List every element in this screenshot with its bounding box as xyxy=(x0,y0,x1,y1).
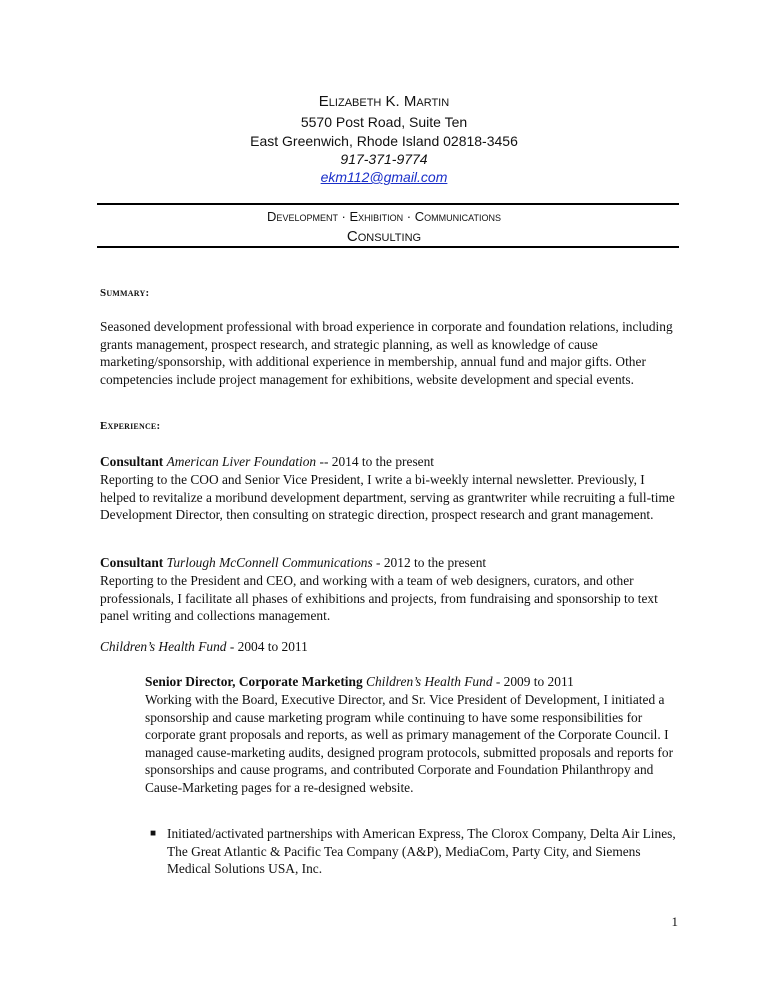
job-2-description: Reporting to the President and CEO, and working with a team of web designers, curators, and other professionals, I facilitate all phases of exhibitions and projects, from fundraising and sponsorship to text panel writing and collections management. xyxy=(100,573,658,624)
job-1-dates: 2014 to the present xyxy=(328,454,435,469)
header-top-rule xyxy=(97,203,679,205)
job-2-title-line xyxy=(100,554,680,572)
org-block-dates: - 2004 to 2011 xyxy=(226,639,308,654)
role-dates: - 2009 to 2011 xyxy=(492,674,574,689)
role-bullet-1: Initiated/activated partnerships with American Express, The Clorox Company, Delta Air Lines, The Great Atlantic & Pacific Tea Company (A&P), MediaCom, Party City, and Siemens Medical Solutions USA, Inc. xyxy=(167,826,676,877)
job-1-title-line xyxy=(100,453,680,471)
job-2-title: Consultant xyxy=(100,555,164,570)
email-container xyxy=(0,167,768,187)
tagline-consulting: Consulting xyxy=(346,228,422,245)
resume-name: Elizabeth K. Martin xyxy=(318,93,450,110)
job-2-dates: 2012 to the present xyxy=(380,555,487,570)
experience-heading: Experience: xyxy=(100,420,161,432)
job-1-description: Reporting to the COO and Senior Vice President, I write a bi-weekly internal newsletter. Previously, I helped to revitalize a moribund development department, serving as grantwriter while recruiting a full-time Development Director, then consulting on strategic direction, prospect research and grant management. xyxy=(100,472,675,523)
tagline: Development · Exhibition · Communications xyxy=(267,209,501,224)
role-title: Senior Director, Corporate Marketing xyxy=(145,674,363,689)
role-org: Children’s Health Fund xyxy=(366,674,493,689)
email-link[interactable]: ekm112@gmail.com xyxy=(320,169,448,185)
org-block-title xyxy=(100,638,680,656)
job-1-org: American Liver Foundation -- xyxy=(166,454,329,469)
header-bottom-rule xyxy=(97,246,679,248)
address-line-2: East Greenwich, Rhode Island 02818-3456 xyxy=(250,133,518,149)
job-1-title: Consultant xyxy=(100,454,164,469)
summary-text: Seasoned development professional with broad experience in corporate and foundation relations, including grants management, prospect research, and strategic planning, as well as knowledge of cause marketing/sponsorship, with additional experience in membership, annual fund and major gifts. Other competencies include project management for exhibitions, website development and special events. xyxy=(100,319,673,387)
summary-heading: Summary: xyxy=(100,287,150,299)
role-title-line xyxy=(145,673,680,691)
bullet-square-icon: ■ xyxy=(150,828,157,839)
page-number: 1 xyxy=(671,914,678,929)
role-description: Working with the Board, Executive Director, and Sr. Vice President of Development, I initiated a sponsorship and cause marketing program while continuing to have some responsibilities for corporate grant proposals and reports, as well as primary management of the Corporate Council. I managed cause-marketing audits, designed program protocols, submitted proposals and reports for sponsorships and cause programs, and contributed Corporate and Foundation Philanthropy and Cause-Marketing pages for a re-designed website. xyxy=(145,692,674,795)
job-2-org: Turlough McConnell Communications - xyxy=(166,555,381,570)
phone-number: 917-371-9774 xyxy=(340,151,428,167)
org-block-org: Children’s Health Fund xyxy=(100,639,227,654)
address-line-1: 5570 Post Road, Suite Ten xyxy=(300,114,468,130)
